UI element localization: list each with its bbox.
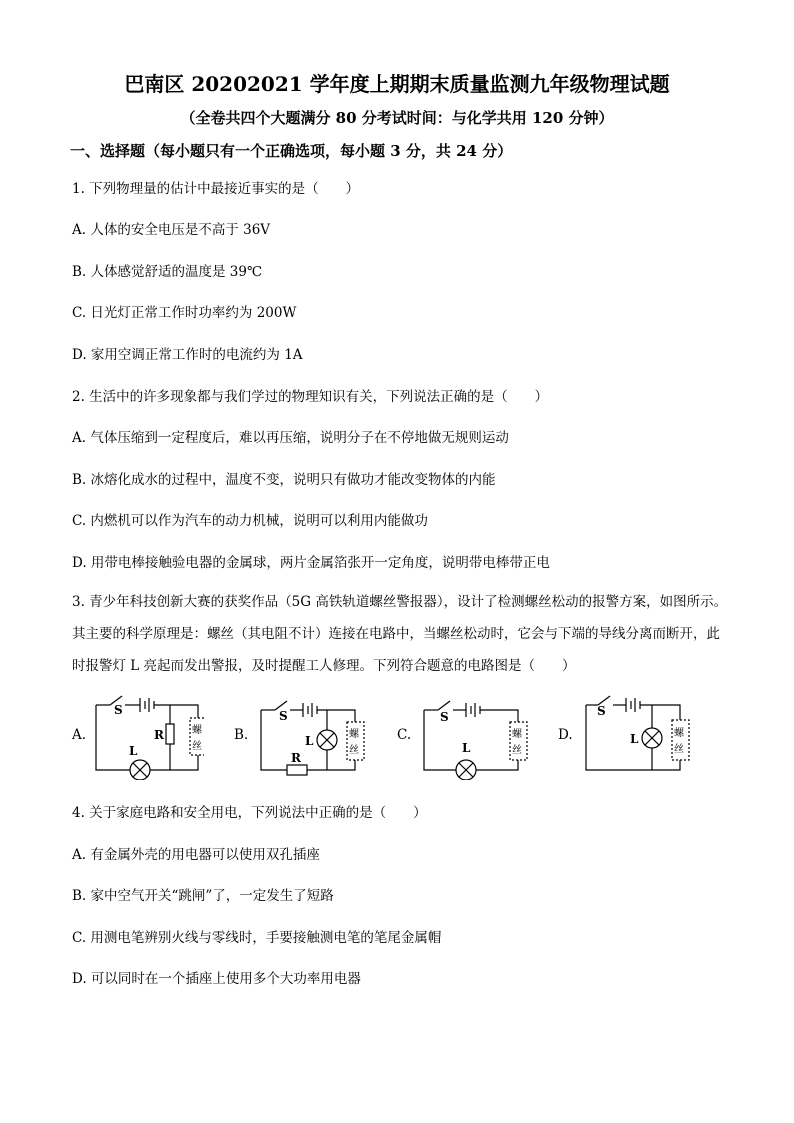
switch-label: S: [440, 710, 449, 724]
question-1-option-a: A. 人体的安全电压是不高于 36V: [72, 222, 271, 238]
screw-label-top: 螺: [192, 725, 202, 736]
page-title: 巴南区 20202021 学年度上期期末质量监测九年级物理试题: [124, 72, 670, 96]
question-2-stem: 2. 生活中的许多现象都与我们学过的物理知识有关，下列说法正确的是（ ）: [72, 389, 549, 405]
question-1-option-b: B. 人体感觉舒适的温度是 39℃: [72, 264, 263, 280]
question-3-option-b: B.: [234, 727, 249, 743]
question-2-option-b: B. 冰熔化成水的过程中，温度不变，说明只有做功才能改变物体的内能: [72, 472, 496, 488]
screw-label-top: 螺: [349, 729, 359, 740]
question-4-option-d: D. 可以同时在一个插座上使用多个大功率用电器: [72, 971, 361, 987]
question-2-option-d: D. 用带电棒接触验电器的金属球，两片金属箔张开一定角度，说明带电棒带正电: [72, 555, 550, 571]
circuit-diagram-b: [255, 690, 367, 780]
question-3-option-c: C.: [397, 727, 412, 743]
circuit-diagram-d: [580, 690, 692, 780]
section-heading: 一、选择题（每小题只有一个正确选项，每小题 3 分，共 24 分）: [70, 142, 513, 160]
lamp-label: L: [305, 734, 314, 748]
screw-label-top: 螺: [674, 728, 684, 739]
question-2-option-a: A. 气体压缩到一定程度后，难以再压缩，说明分子在不停地做无规则运动: [72, 430, 509, 446]
circuit-diagram-a: [92, 690, 204, 780]
resistor-label: R: [291, 751, 301, 765]
resistor-label: R: [154, 728, 164, 742]
switch-label: S: [279, 709, 288, 723]
question-3-option-a: A.: [72, 727, 87, 743]
question-4-option-a: A. 有金属外壳的用电器可以使用双孔插座: [72, 847, 320, 863]
question-4-option-c: C. 用测电笔辨别火线与零线时，手要接触测电笔的笔尾金属帽: [72, 930, 442, 946]
circuit-diagram-c: [418, 690, 530, 780]
question-3-stem: 3. 青少年科技创新大赛的获奖作品（5G 高铁轨道螺丝警报器），设计了检测螺丝松动的报警方案，如图所示。其主要的科学原理是：螺丝（其电阻不计）连接在电路中，当螺丝松动时，它会与下端的导线分离而断开，此时报警灯 L 亮起而发出警报，及时提醒工人修理。下列符合题意的电路图是（ ）: [72, 594, 728, 674]
exam-info: （全卷共四个大题满分 80 分考试时间：与化学共用 120 分钟）: [180, 109, 614, 127]
screw-label-bottom: 丝: [192, 741, 202, 752]
switch-label: S: [597, 704, 606, 718]
question-4-stem: 4. 关于家庭电路和安全用电，下列说法中正确的是（ ）: [72, 805, 427, 821]
question-3-option-d: D.: [558, 727, 573, 743]
switch-label: S: [114, 703, 123, 717]
screw-label-bottom: 丝: [349, 745, 359, 756]
question-1-option-c: C. 日光灯正常工作时功率约为 200W: [72, 305, 297, 321]
lamp-label: L: [129, 744, 138, 758]
screw-label-bottom: 丝: [512, 745, 522, 756]
screw-label-top: 螺: [512, 729, 522, 740]
question-1-stem: 1. 下列物理量的估计中最接近事实的是（ ）: [72, 181, 360, 197]
question-2-option-c: C. 内燃机可以作为汽车的动力机械，说明可以利用内能做功: [72, 513, 428, 529]
lamp-label: L: [630, 732, 639, 746]
screw-label-bottom: 丝: [674, 744, 684, 755]
question-4-option-b: B. 家中空气开关“跳闸”了，一定发生了短路: [72, 888, 334, 904]
lamp-label: L: [462, 741, 471, 755]
question-1-option-d: D. 家用空调正常工作时的电流约为 1A: [72, 347, 303, 363]
